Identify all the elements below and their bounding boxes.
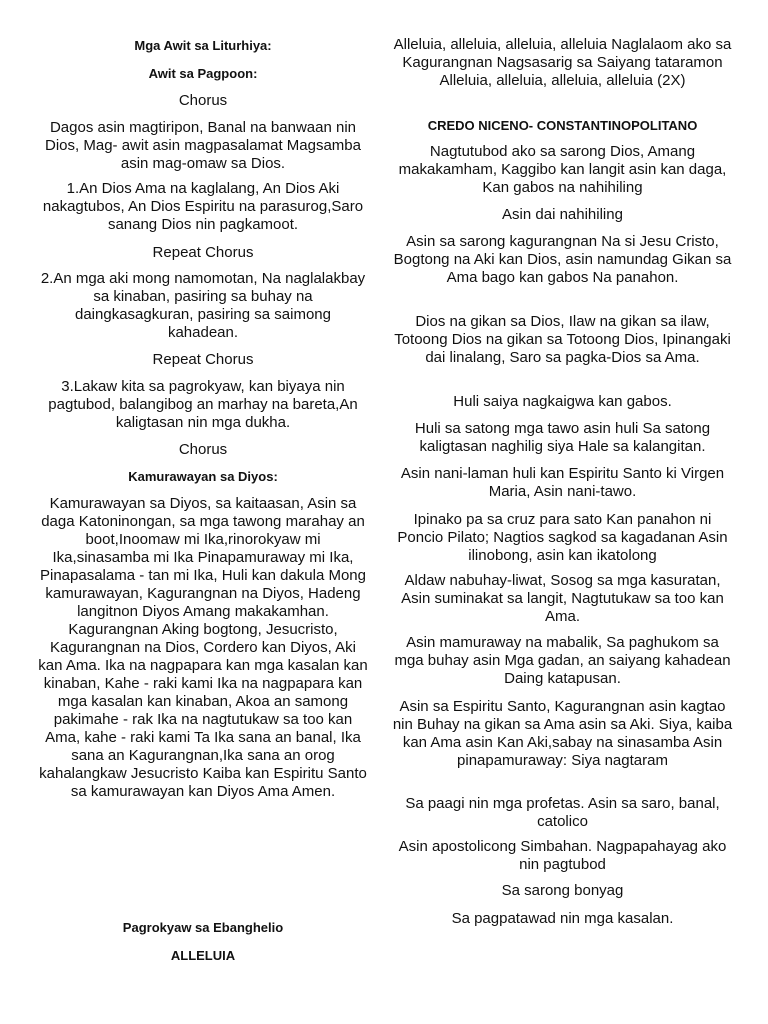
verse-2: 2.An mga aki mong namomotan, Na naglalakbay sa kinaban, pasiring sa buhay na daingkasagkuran, pasiring sa saimong kahadean.: [40, 270, 366, 341]
repeat-chorus-2: Repeat Chorus: [152, 351, 254, 368]
credo-paragraph: Asin mamuraway na mabalik, Sa paghukom sa mga buhay asin Mga gadan, an saiyang kahadean Daing katapusan.: [394, 634, 731, 687]
chorus-lyrics: Dagos asin magtiripon, Banal na banwaan nin Dios, Mag- awit asin magpasalamat Magsamba asin mag-omaw sa Dios.: [45, 119, 361, 172]
credo-paragraph: Dios na gikan sa Dios, Ilaw na gikan sa ilaw, Totoong Dios na gikan sa Totoong Dios, Ipinangaki dai linalang, Saro sa pagka-Dios sa Ama.: [394, 313, 731, 366]
verse-3: 3.Lakaw kita sa pagrokyaw, kan biyaya nin pagtubod, balangibog an marhay na bareta,An kaligtasan nin mga dukha.: [48, 378, 358, 431]
alleluia-heading: ALLELUIA: [170, 948, 236, 963]
credo-heading: CREDO NICENO- CONSTANTINOPOLITANO: [427, 118, 698, 133]
gospel-acclamation-heading: Pagrokyaw sa Ebanghelio: [122, 920, 284, 935]
credo-paragraph: Huli saiya nagkaigwa kan gabos.: [453, 393, 672, 410]
gloria-lyrics: Kamurawayan sa Diyos, sa kaitaasan, Asin sa daga Katoninongan, sa mga tawong marahay an boot,Inoomaw mi Ika,rinorokyaw mi Ika,sinasamba mi Ika Pinapamuraway mi Ika, Pinapasalama - tan mi Ika, Huli kan dakula Mong kamurawayan, Kagurangnan na Diyos, Hadeng langitnon Diyos Amang makakamhan. Kagurangnan Aking bogtong, Jesucristo, Kagurangnan na Dios, Cordero kan Diyos, Aki kan Ama. Ika na nagpapara kan mga kasalan kan kinaban, Kahe - raki kami Ika na nagpapara kan mga kasalan kan kinaban, Akoa an samong pakimahe - rak Ika na nagtutukaw sa too kan Ama, kahe - raki kami Ta Ika sana an banal, Ika sana an Kagurangnan,Ika sana an orog kahalangkaw Jesucristo Kaiba kan Espiritu Santo sa kamurawayan kan Diyos Ama Amen.: [38, 495, 368, 800]
credo-paragraph: Sa sarong bonyag: [501, 882, 624, 899]
credo-paragraph: Asin sa Espiritu Santo, Kagurangnan asin kagtao nin Buhay na gikan sa Ama asin sa Aki. Siya, kaiba kan Ama asin Kan Aki,sabay na sinasamba Asin pinapamuraway: Siya nagtaram: [392, 698, 733, 769]
credo-paragraph: Nagtutubod ako sa sarong Dios, Amang makakamham, Kaggibo kan langit asin kan daga, Kan gabos na nahihiling: [398, 143, 727, 196]
credo-paragraph: Ipinako pa sa cruz para sato Kan panahon ni Poncio Pilato; Nagtios sagkod sa kagadanan Asin ilinobong, asin kan ikatolong: [397, 511, 728, 564]
credo-paragraph: Aldaw nabuhay-liwat, Sosog sa mga kasuratan, Asin suminakat sa langit, Nagtutukaw sa too kan Ama.: [401, 572, 724, 625]
credo-paragraph: Asin nani-laman huli kan Espiritu Santo ki Virgen Maria, Asin nani-tawo.: [400, 465, 725, 500]
entrance-song-heading: Awit sa Pagpoon:: [148, 66, 258, 81]
document-title: Mga Awit sa Liturhiya:: [134, 38, 272, 53]
credo-paragraph: Asin sa sarong kagurangnan Na si Jesu Cristo, Bogtong na Aki kan Dios, asin namundag Gikan sa Ama bago kan gabos Na panahon.: [393, 233, 732, 286]
verse-1: 1.An Dios Ama na kaglalang, An Dios Aki nakagtubos, An Dios Espiritu na parasurog,Saro sanang Dios nin pagkamoot.: [42, 180, 364, 233]
credo-paragraph: Asin apostolicong Simbahan. Nagpapahayag ako nin pagtubod: [398, 838, 727, 873]
alleluia-lyrics: Alleluia, alleluia, alleluia, alleluia Naglalaom ako sa Kagurangnan Nagsasarig sa Saiyang tataramon Alleluia, alleluia, alleluia, alleluia (2X): [393, 36, 732, 89]
credo-paragraph: Sa paagi nin mga profetas. Asin sa saro, banal, catolico: [405, 795, 720, 830]
gloria-heading: Kamurawayan sa Diyos:: [128, 469, 278, 484]
credo-paragraph: Asin dai nahihiling: [502, 206, 623, 223]
chorus-label: Chorus: [178, 92, 228, 109]
credo-paragraph: Huli sa satong mga tawo asin huli Sa satong kaligtasan naghilig siya Hale sa kalangitan.: [414, 420, 711, 455]
repeat-chorus-1: Repeat Chorus: [152, 244, 254, 261]
credo-paragraph: Sa pagpatawad nin mga kasalan.: [451, 910, 674, 927]
chorus-label-2: Chorus: [178, 441, 228, 458]
